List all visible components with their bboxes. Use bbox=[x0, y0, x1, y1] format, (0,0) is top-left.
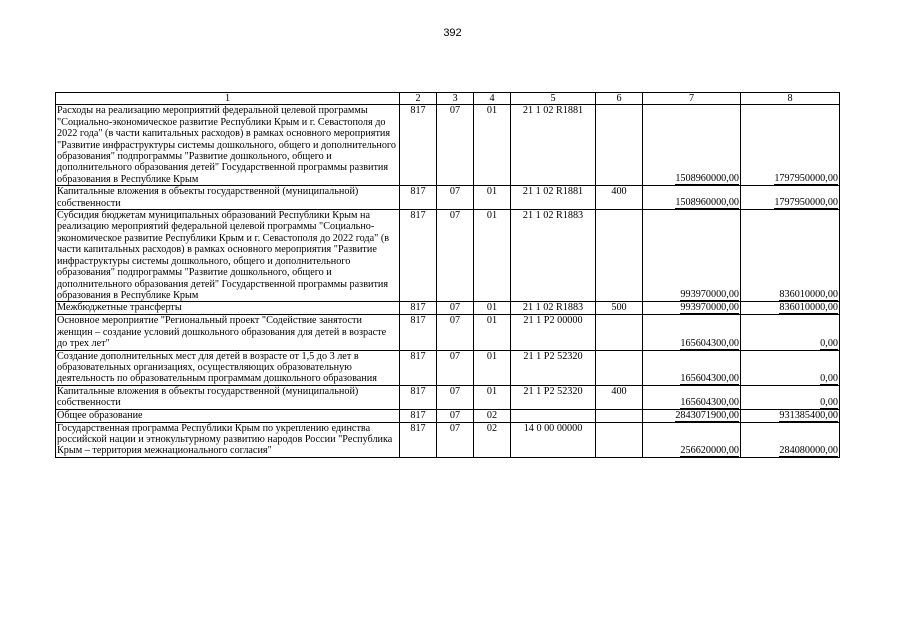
row-description: Капитальные вложения в объекты государственной (муниципальной) собственности bbox=[56, 385, 400, 409]
amount-year-1 bbox=[643, 350, 741, 385]
page-number: 392 bbox=[443, 27, 462, 39]
amount-year-1-value: 1508960000,00 bbox=[675, 173, 739, 185]
amount-year-1-value: 165604300,00 bbox=[680, 396, 739, 408]
subsection-code: 01 bbox=[474, 186, 511, 210]
amount-year-1 bbox=[643, 422, 741, 457]
expense-type-code bbox=[596, 315, 643, 350]
ministry-code: 817 bbox=[400, 105, 437, 186]
row-description: Государственная программа Республики Крым по укреплению единства российской нации и этнокультурному развитию народов России "Республика Крым – территория межнационального согласия" bbox=[56, 422, 400, 457]
subsection-code: 01 bbox=[474, 302, 511, 315]
expense-type-code bbox=[596, 105, 643, 186]
amount-year-2-value: 0,00 bbox=[820, 396, 838, 408]
row-description: Создание дополнительных мест для детей в возрасте от 1,5 до 3 лет в образовательных организациях, осуществляющих образовательную деятельность по образовательным программам дошкольного образования bbox=[56, 350, 400, 385]
expense-type-code bbox=[596, 422, 643, 457]
table-row bbox=[56, 105, 840, 186]
amount-year-1 bbox=[643, 315, 741, 350]
ministry-code: 817 bbox=[400, 350, 437, 385]
ministry-code: 817 bbox=[400, 315, 437, 350]
amount-year-2 bbox=[741, 186, 840, 210]
row-description: Основное мероприятие "Региональный проект "Содействие занятости женщин – создание условий дошкольного образования для детей в возрасте до трех лет" bbox=[56, 315, 400, 350]
amount-year-1 bbox=[643, 105, 741, 186]
subsection-code: 01 bbox=[474, 315, 511, 350]
row-description: Субсидия бюджетам муниципальных образований Республики Крым на реализацию мероприятий федеральной целевой программы "Социально-экономическое развитие Республики Крым и г. Севастополя до 2022 года" (в части капитальных расходов) в рамках основного мероприятия "Развитие инфраструктуры системы дошкольного, общего и дополнительного образования" подпрограммы "Развитие дошкольного, общего и дополнительного образования детей" Государственной программы развития образования в Республике Крым bbox=[56, 210, 400, 302]
target-article-code: 21 1 P2 52320 bbox=[511, 350, 596, 385]
amount-year-1 bbox=[643, 210, 741, 302]
subsection-code: 01 bbox=[474, 350, 511, 385]
table-header-row bbox=[56, 93, 840, 105]
target-article-code bbox=[511, 409, 596, 422]
amount-year-2-value: 836010000,00 bbox=[779, 289, 838, 301]
amount-year-2 bbox=[741, 409, 840, 422]
amount-year-2 bbox=[741, 350, 840, 385]
header-cell: 1 bbox=[56, 93, 400, 105]
row-description: Межбюджетные трансферты bbox=[56, 302, 400, 315]
amount-year-2-value: 284080000,00 bbox=[779, 444, 838, 456]
amount-year-1-value: 1508960000,00 bbox=[675, 197, 739, 209]
amount-year-2 bbox=[741, 210, 840, 302]
header-cell: 2 bbox=[400, 93, 437, 105]
amount-year-2 bbox=[741, 315, 840, 350]
table-row bbox=[56, 409, 840, 422]
budget-table bbox=[55, 92, 840, 458]
table-row bbox=[56, 302, 840, 315]
subsection-code: 01 bbox=[474, 210, 511, 302]
table-row bbox=[56, 186, 840, 210]
subsection-code: 01 bbox=[474, 105, 511, 186]
header-cell: 8 bbox=[741, 93, 840, 105]
section-code: 07 bbox=[437, 210, 474, 302]
amount-year-1-value: 993970000,00 bbox=[680, 302, 739, 314]
row-description: Капитальные вложения в объекты государственной (муниципальной) собственности bbox=[56, 186, 400, 210]
section-code: 07 bbox=[437, 350, 474, 385]
amount-year-2-value: 1797950000,00 bbox=[774, 197, 838, 209]
amount-year-2 bbox=[741, 385, 840, 409]
amount-year-2 bbox=[741, 105, 840, 186]
amount-year-1 bbox=[643, 302, 741, 315]
target-article-code: 21 1 P2 52320 bbox=[511, 385, 596, 409]
row-description: Общее образование bbox=[56, 409, 400, 422]
section-code: 07 bbox=[437, 105, 474, 186]
amount-year-2 bbox=[741, 302, 840, 315]
ministry-code: 817 bbox=[400, 409, 437, 422]
amount-year-1-value: 165604300,00 bbox=[680, 337, 739, 349]
subsection-code: 01 bbox=[474, 385, 511, 409]
target-article-code: 21 1 02 R1883 bbox=[511, 210, 596, 302]
table-row bbox=[56, 350, 840, 385]
expense-type-code bbox=[596, 409, 643, 422]
target-article-code: 21 1 P2 00000 bbox=[511, 315, 596, 350]
amount-year-1 bbox=[643, 409, 741, 422]
ministry-code: 817 bbox=[400, 302, 437, 315]
section-code: 07 bbox=[437, 186, 474, 210]
target-article-code: 21 1 02 R1881 bbox=[511, 105, 596, 186]
table-row bbox=[56, 422, 840, 457]
amount-year-1-value: 2843071900,00 bbox=[675, 409, 739, 421]
target-article-code: 21 1 02 R1881 bbox=[511, 186, 596, 210]
expense-type-code bbox=[596, 210, 643, 302]
header-cell: 3 bbox=[437, 93, 474, 105]
amount-year-1-value: 165604300,00 bbox=[680, 372, 739, 384]
amount-year-2-value: 0,00 bbox=[820, 337, 838, 349]
expense-type-code: 400 bbox=[596, 186, 643, 210]
ministry-code: 817 bbox=[400, 210, 437, 302]
section-code: 07 bbox=[437, 409, 474, 422]
amount-year-2-value: 0,00 bbox=[820, 372, 838, 384]
amount-year-2 bbox=[741, 422, 840, 457]
ministry-code: 817 bbox=[400, 385, 437, 409]
expense-type-code: 500 bbox=[596, 302, 643, 315]
row-description: Расходы на реализацию мероприятий федеральной целевой программы "Социально-экономическое развитие Республики Крым и г. Севастополя до 2022 года" (в части капитальных расходов) в рамках основного мероприятия "Развитие инфраструктуры системы дошкольного, общего и дополнительного образования" подпрограммы "Развитие дошкольного, общего и дополнительного образования детей" Государственной программы развития образования в Республике Крым bbox=[56, 105, 400, 186]
amount-year-1 bbox=[643, 186, 741, 210]
amount-year-2-value: 931385400,00 bbox=[779, 409, 838, 421]
expense-type-code: 400 bbox=[596, 385, 643, 409]
ministry-code: 817 bbox=[400, 422, 437, 457]
section-code: 07 bbox=[437, 315, 474, 350]
amount-year-2-value: 1797950000,00 bbox=[774, 173, 838, 185]
table-row bbox=[56, 210, 840, 302]
table-row bbox=[56, 315, 840, 350]
subsection-code: 02 bbox=[474, 409, 511, 422]
target-article-code: 14 0 00 00000 bbox=[511, 422, 596, 457]
expense-type-code bbox=[596, 350, 643, 385]
header-cell: 5 bbox=[511, 93, 596, 105]
section-code: 07 bbox=[437, 422, 474, 457]
section-code: 07 bbox=[437, 385, 474, 409]
table-row bbox=[56, 385, 840, 409]
ministry-code: 817 bbox=[400, 186, 437, 210]
amount-year-2-value: 836010000,00 bbox=[779, 302, 838, 314]
amount-year-1-value: 993970000,00 bbox=[680, 289, 739, 301]
amount-year-1 bbox=[643, 385, 741, 409]
header-cell: 7 bbox=[643, 93, 741, 105]
header-cell: 4 bbox=[474, 93, 511, 105]
subsection-code: 02 bbox=[474, 422, 511, 457]
target-article-code: 21 1 02 R1883 bbox=[511, 302, 596, 315]
header-cell: 6 bbox=[596, 93, 643, 105]
amount-year-1-value: 256620000,00 bbox=[680, 444, 739, 456]
section-code: 07 bbox=[437, 302, 474, 315]
